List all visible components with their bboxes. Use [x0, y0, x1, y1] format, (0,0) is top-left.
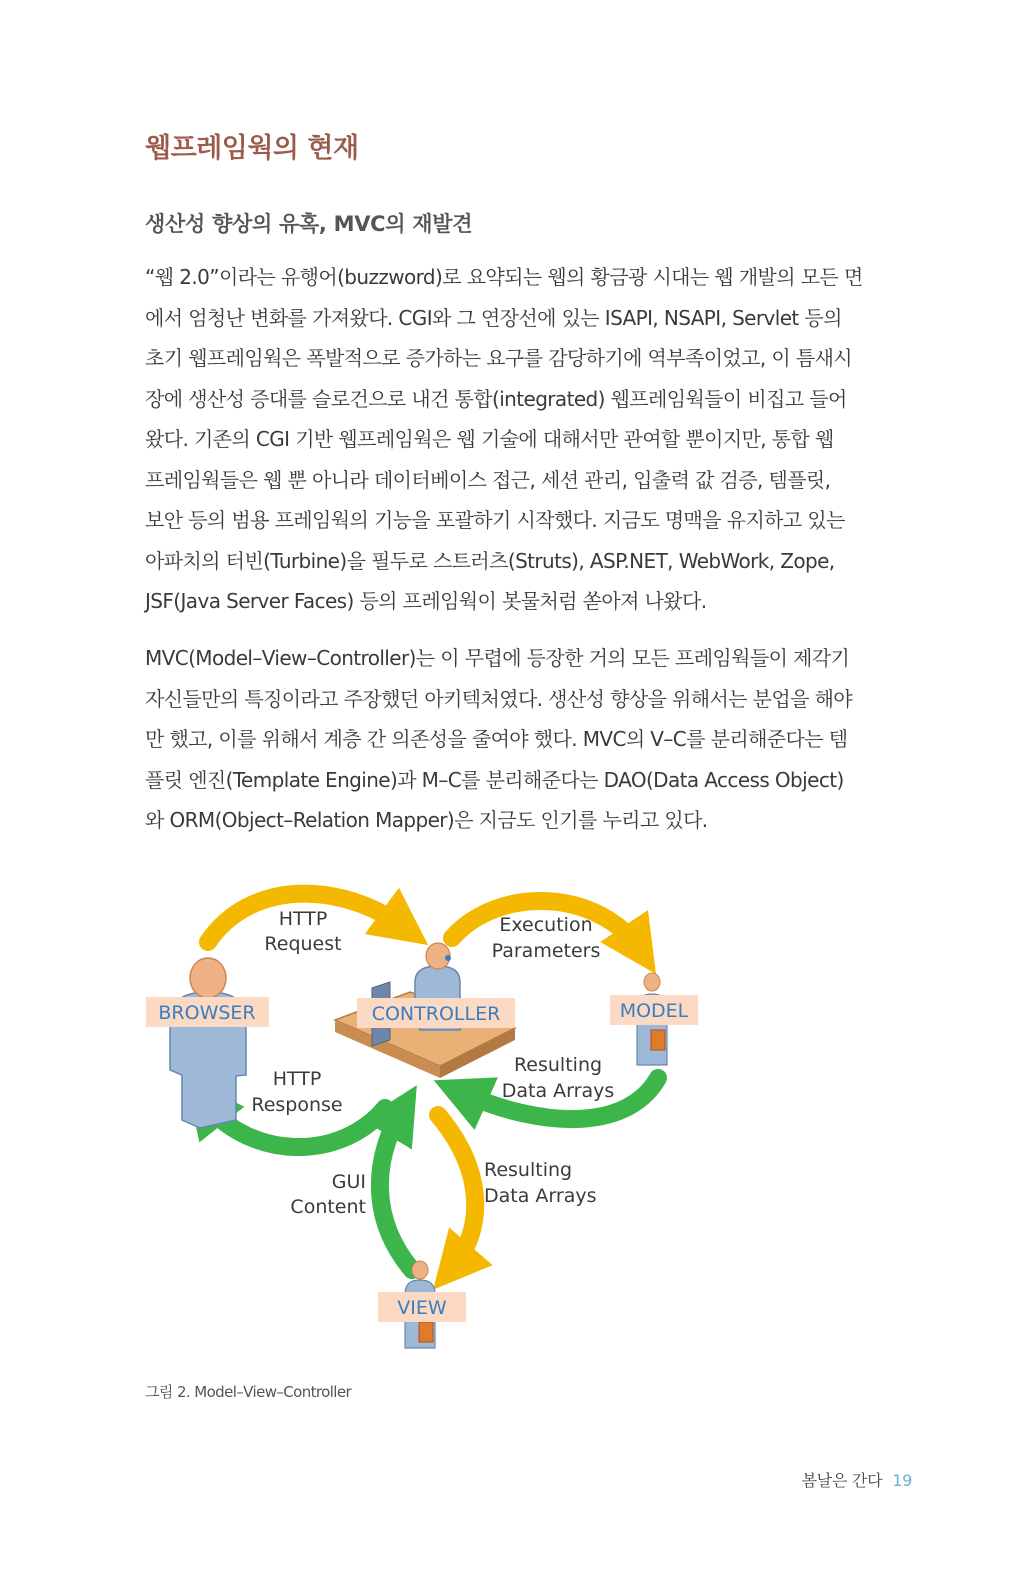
section-heading: 웹프레임웍의 현재	[145, 133, 359, 164]
paragraph-line: 자신들만의 특징이라고 주장했던 아키텍처였다. 생산성 향상을 위해서는 분업을 해야	[145, 686, 853, 711]
mvc-diagram-svg	[140, 870, 710, 1360]
page-number: 19	[892, 1471, 912, 1490]
section-subheading: 생산성 향상의 유혹, MVC의 재발견	[145, 212, 473, 236]
paragraph-line: 장에 생산성 증대를 슬로건으로 내건 통합(integrated) 웹프레임웍들이 비집고 들어	[145, 386, 847, 411]
paragraph-line: 왔다. 기존의 CGI 기반 웹프레임웍은 웹 기술에 대해서만 관여할 뿐이지만, 통합 웹	[145, 427, 834, 451]
http-request-label-line2: Request	[264, 933, 342, 955]
paragraph-line: 에서 엄청난 변화를 가져왔다. CGI와 그 연장선에 있는 ISAPI, NSAPI, Servlet 등의	[145, 305, 842, 330]
paragraph-line: 아파치의 터빈(Turbine)을 필두로 스트러츠(Struts), ASP.NET, WebWork, Zope,	[145, 548, 835, 573]
svg-text:VIEW: VIEW	[397, 1297, 447, 1319]
paragraph-line: 초기 웹프레임웍은 폭발적으로 증가하는 요구를 감당하기에 역부족이었고, 이 틈새시	[145, 346, 853, 370]
resulting-data-model-label-line1: Resulting	[513, 1054, 603, 1076]
paragraph-line: “웹 2.0”이라는 유행어(buzzword)로 요약되는 웹의 황금광 시대는 웹 개발의 모든 면	[145, 265, 863, 289]
controller-label	[357, 998, 515, 1028]
browser-label	[146, 997, 269, 1027]
svg-text:MODEL: MODEL	[619, 1000, 689, 1022]
paragraph-1	[145, 257, 890, 622]
book-title: 봄날은 간다	[801, 1471, 883, 1490]
browser-person-icon	[170, 958, 246, 1128]
http-response-label-line2: Response	[251, 1094, 343, 1116]
paragraph-line: 와 ORM(Object–Relation Mapper)은 지금도 인기를 누리고 있다.	[145, 808, 708, 832]
gui-content-label-line2: Content	[290, 1196, 366, 1218]
resulting-data-view-label-line1: Resulting	[484, 1159, 573, 1181]
view-label	[378, 1292, 466, 1322]
page-footer	[802, 1468, 912, 1491]
resulting-data-view-label-line2: Data Arrays	[484, 1185, 597, 1207]
figure-caption: 그림 2. Model–View–Controller	[145, 1383, 352, 1401]
paragraph-line: MVC(Model–View–Controller)는 이 무렵에 등장한 거의 모든 프레임웍들이 제각기	[145, 646, 850, 670]
paragraph-line: 만 했고, 이를 위해서 계층 간 의존성을 줄여야 했다. MVC의 V–C를 분리해준다는 템	[145, 727, 848, 751]
http-request-label-line1: HTTP	[278, 908, 328, 930]
resulting-data-model-label-line2: Data Arrays	[501, 1080, 615, 1102]
model-label	[610, 995, 698, 1025]
resulting-data-to-view-arrow	[438, 1115, 475, 1268]
svg-text:CONTROLLER: CONTROLLER	[371, 1003, 501, 1025]
paragraph-line: 보안 등의 범용 프레임웍의 기능을 포괄하기 시작했다. 지금도 명맥을 유지하고 있는	[145, 508, 845, 532]
gui-content-arrow	[380, 1110, 412, 1270]
paragraph-line: JSF(Java Server Faces) 등의 프레임웍이 봇물처럼 쏟아져 나왔다.	[145, 589, 707, 613]
gui-content-label-line1: GUI	[331, 1171, 366, 1193]
svg-text:BROWSER: BROWSER	[158, 1002, 256, 1024]
paragraph-2	[145, 638, 890, 841]
execution-parameters-label-line1: Execution	[499, 914, 593, 936]
paragraph-line: 플릿 엔진(Template Engine)과 M–C를 분리해준다는 DAO(Data Access Object)	[145, 767, 844, 792]
execution-parameters-label-line2: Parameters	[491, 940, 601, 962]
paragraph-line: 프레임웍들은 웹 뿐 아니라 데이터베이스 접근, 세션 관리, 입출력 값 검증, 템플릿,	[145, 467, 831, 492]
http-response-label-line1: HTTP	[272, 1068, 322, 1090]
mvc-diagram	[140, 870, 710, 1360]
